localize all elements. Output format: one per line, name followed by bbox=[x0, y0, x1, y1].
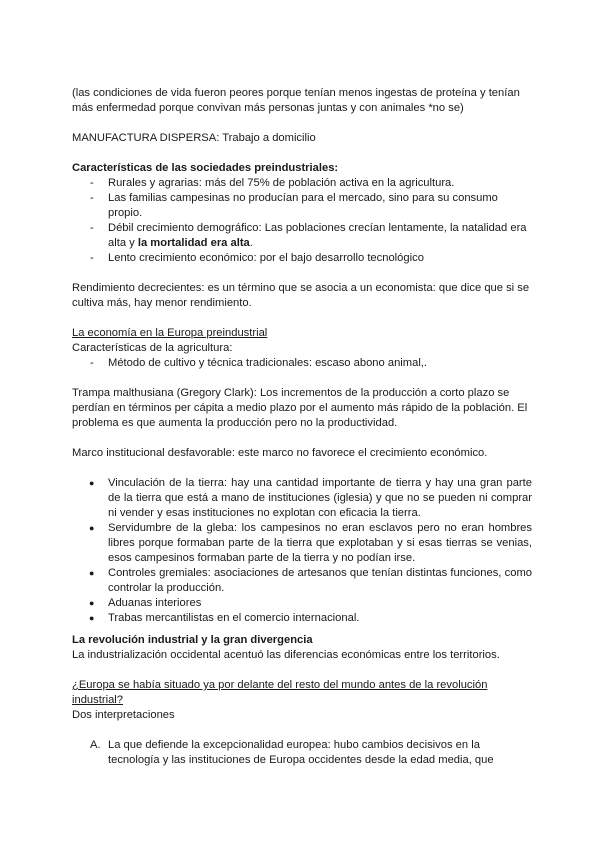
list-item: ● Controles gremiales: asociaciones de artesanos que tenían distintas funciones, como controlar la producción. bbox=[89, 567, 532, 594]
list-item: A. La que defiende la excepcionalidad europea: hubo cambios decisivos en la tecnología y las instituciones de Europa occidentes desde la edad media, que bbox=[90, 739, 494, 766]
list-agricultura bbox=[72, 356, 532, 371]
list-item: - Lento crecimiento económico: por el bajo desarrollo tecnológico bbox=[90, 252, 424, 264]
rendimiento-paragraph: Rendimiento decrecientes: es un término que se asocia a un economista: que dice que si se cultiva más, hay menor rendimiento. bbox=[72, 282, 530, 309]
trampa-paragraph: Trampa malthusiana (Gregory Clark): Los incrementos de la producción a corto plazo se perdían en términos per cápita a medio plazo por el aumento más rápido de la población. El problema es que aumenta la producción pero no la productividad. bbox=[72, 387, 528, 429]
list-item: - Método de cultivo y técnica tradicionales: escaso abono animal,. bbox=[90, 357, 428, 369]
bullet-icon: ● bbox=[89, 598, 95, 608]
bold-text: la mortalidad era alta bbox=[137, 237, 250, 249]
marco-paragraph: Marco institucional desfavorable: este marco no favorece el crecimiento económico. bbox=[72, 447, 488, 459]
bullet-icon: ● bbox=[89, 613, 95, 623]
dash-marker: - bbox=[90, 252, 94, 264]
list-item: ● Servidumbre de la gleba: los campesinos no eran esclavos pero no eran hombres libres porque formaban parte de la tierra que explotaban y si esas tierras se venias, esos campesinos formaban parte de la tierra y no podían irse. bbox=[89, 522, 532, 564]
dash-marker: - bbox=[90, 192, 94, 204]
list-item: ● Trabas mercantilistas en el comercio internacional. bbox=[89, 612, 360, 624]
bullet-icon: ● bbox=[89, 568, 95, 578]
heading-economia: La economía en la Europa preindustrial bbox=[72, 327, 268, 339]
dash-marker: - bbox=[90, 222, 94, 234]
industrializacion-paragraph: La industrialización occidental acentuó las diferencias económicas entre los territorios. bbox=[72, 649, 500, 661]
dash-marker: - bbox=[90, 177, 94, 189]
heading-revolucion: La revolución industrial y la gran divergencia bbox=[72, 634, 313, 646]
list-caracteristicas bbox=[72, 176, 532, 266]
list-marco bbox=[72, 476, 532, 626]
list-item: - Rurales y agrarias: más del 75% de población activa en la agricultura. bbox=[90, 177, 455, 189]
bullet-icon: ● bbox=[89, 523, 95, 533]
agricultura-label: Características de la agricultura: bbox=[72, 342, 233, 354]
list-item: ● Aduanas interiores bbox=[89, 597, 202, 609]
interpretaciones-label: Dos interpretaciones bbox=[72, 709, 175, 721]
intro-paragraph: (las condiciones de vida fueron peores porque tenían menos ingestas de proteína y tenían más enfermedad porque convivan más personas juntas y con animales *no se) bbox=[72, 87, 520, 114]
list-item: ● Vinculación de la tierra: hay una cantidad importante de tierra y hay una gran parte de la tierra que está a mano de instituciones (iglesia) y que no se pueden ni comprar ni vender y esas instituciones no explotan con eficacia la tierra. bbox=[89, 477, 532, 519]
document-body bbox=[72, 86, 532, 768]
dash-marker: - bbox=[90, 357, 94, 369]
list-item: - Las familias campesinas no producían para el mercado, sino para su consumo propio. bbox=[90, 192, 498, 219]
list-interpretaciones bbox=[72, 738, 532, 768]
list-item: - Débil crecimiento demográfico: Las poblaciones crecían lentamente, la natalidad era alta y la mortalidad era alta. bbox=[90, 222, 527, 249]
manufactura-paragraph: MANUFACTURA DISPERSA: Trabajo a domicilio bbox=[72, 132, 316, 144]
list-letter: A. bbox=[90, 739, 101, 751]
heading-caracteristicas: Características de las sociedades preindustriales: bbox=[72, 162, 339, 174]
bullet-icon: ● bbox=[89, 478, 95, 488]
heading-pregunta: ¿Europa se había situado ya por delante del resto del mundo antes de la revolución industrial? bbox=[72, 679, 488, 706]
